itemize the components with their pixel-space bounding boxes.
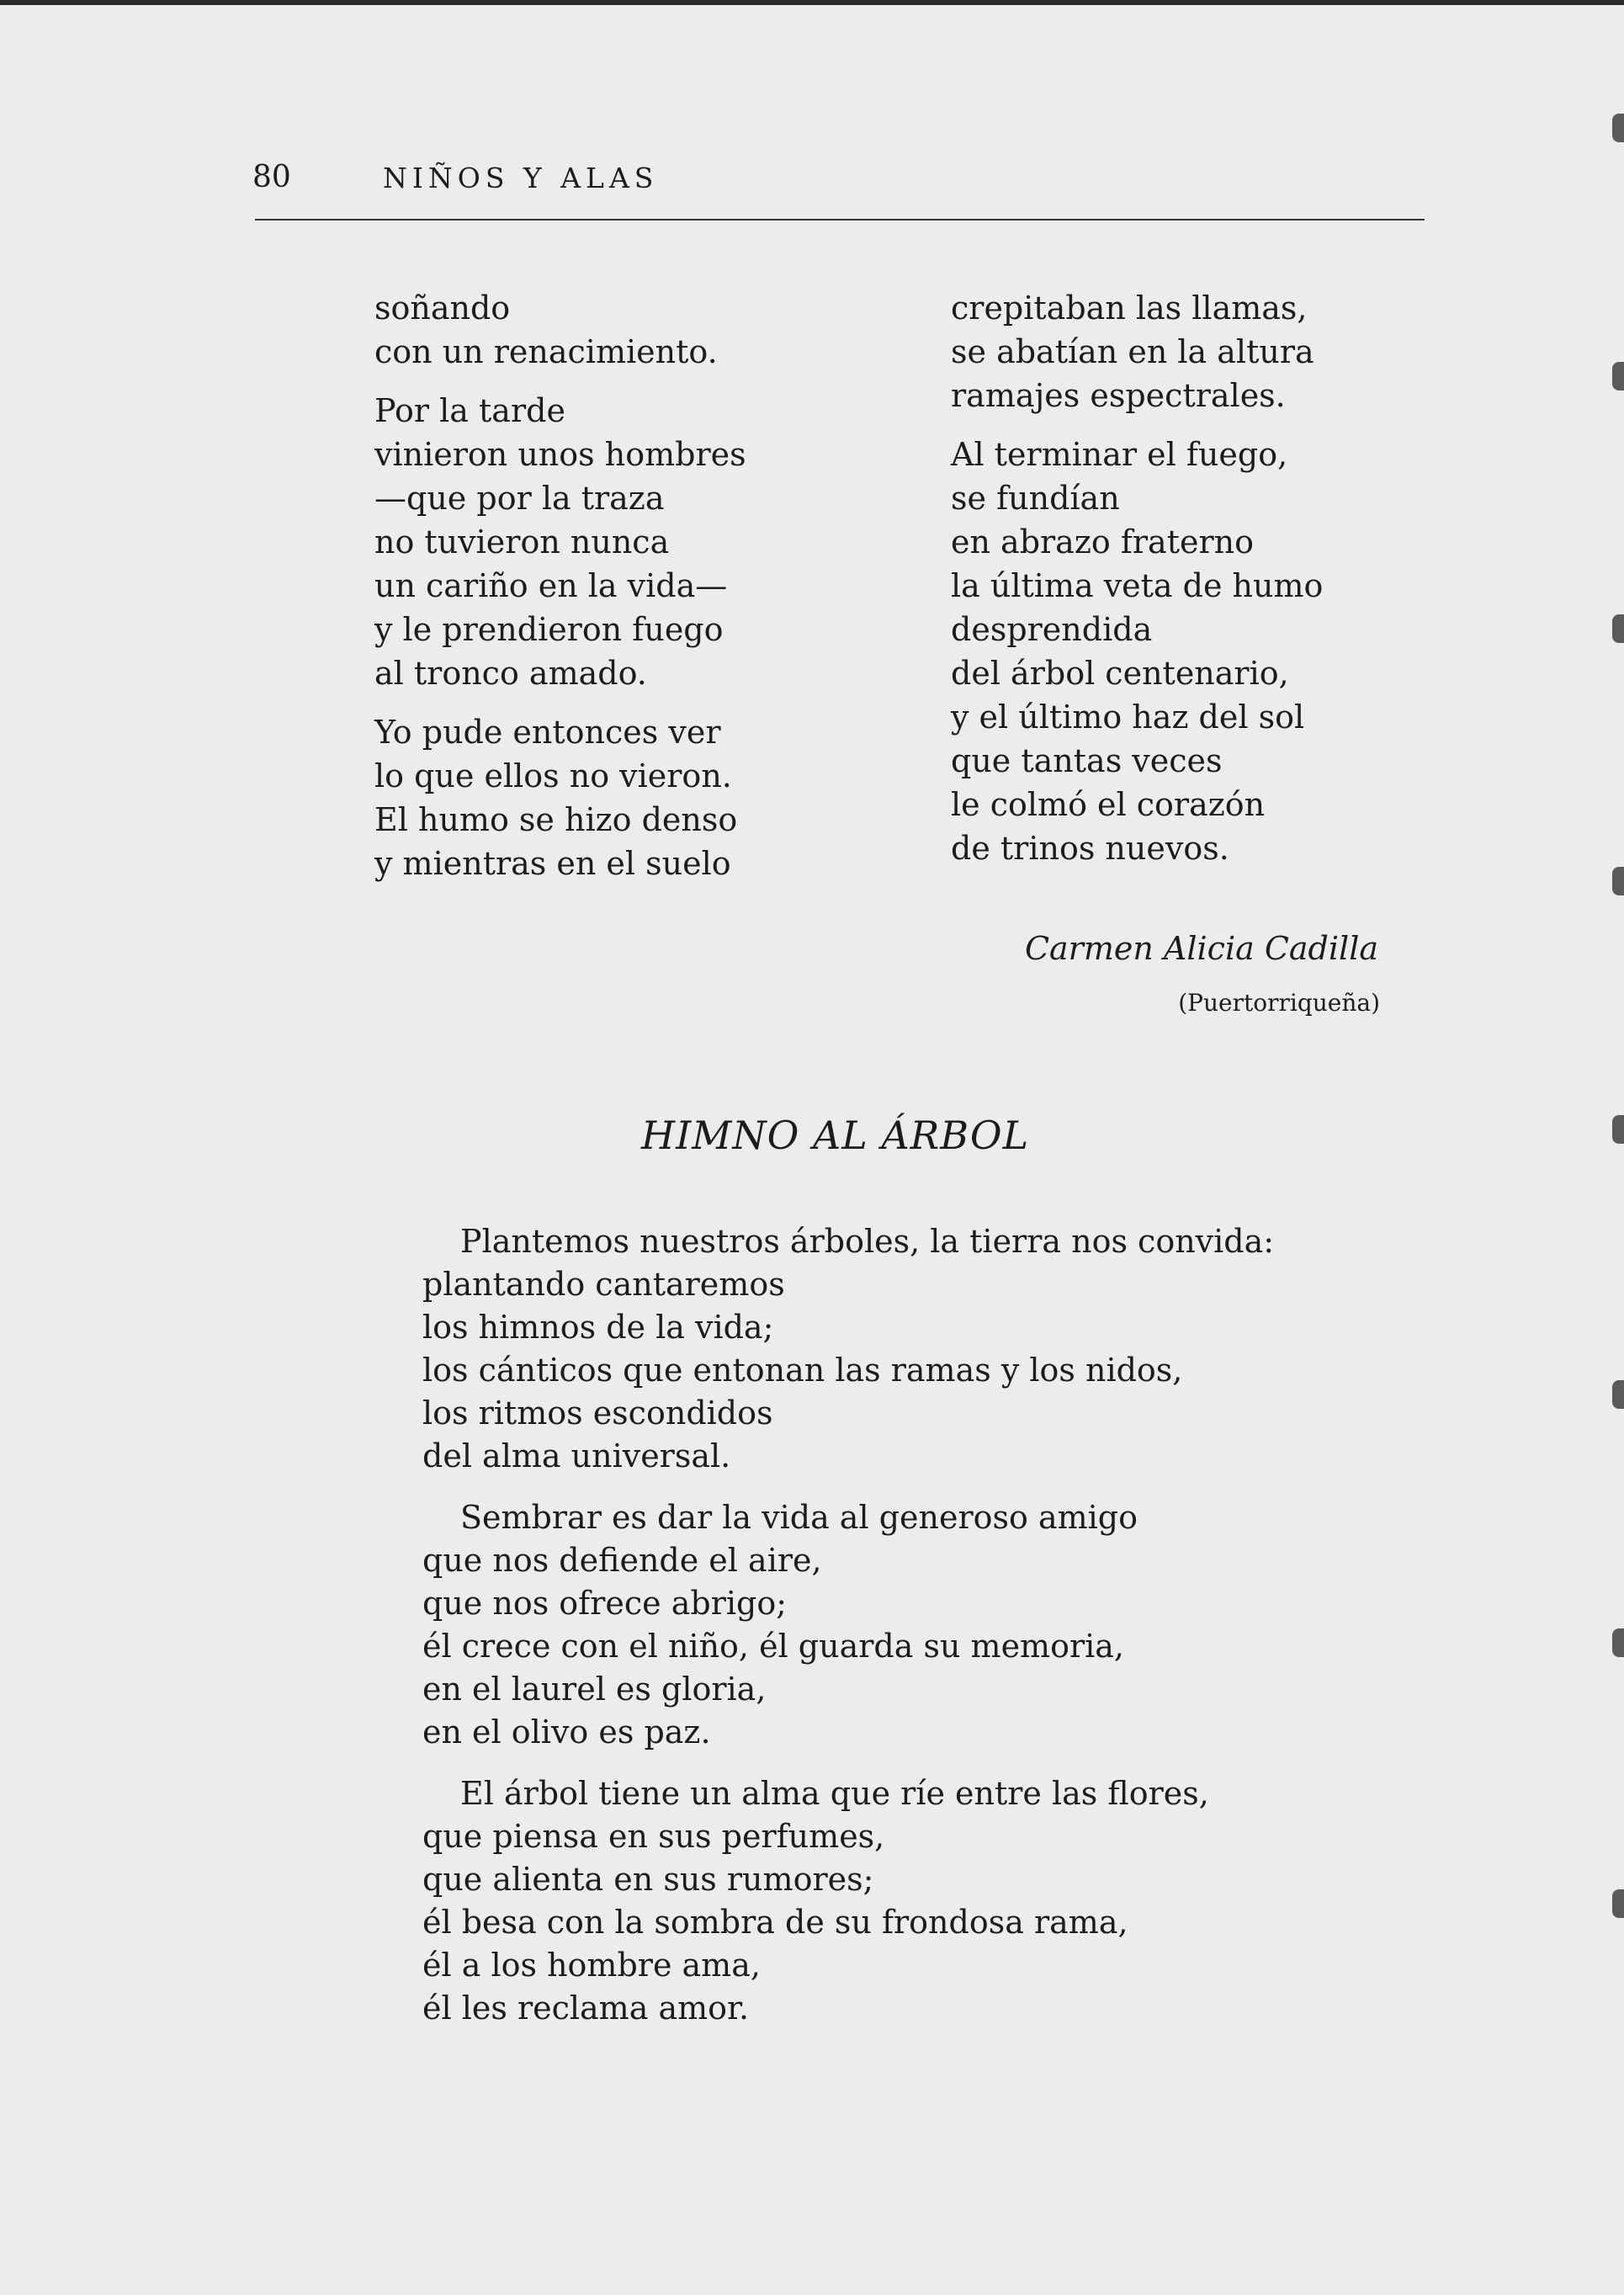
- binding-hole-mark: [1612, 114, 1624, 142]
- stanza: [951, 286, 1422, 417]
- verse-line: Sembrar es dar la vida al generoso amigo: [460, 1499, 1138, 1536]
- verse-line: la última veta de humo: [951, 567, 1324, 604]
- verse-line: del árbol centenario,: [951, 655, 1289, 692]
- verse-line: con un renacimiento.: [374, 333, 718, 370]
- binding-hole-mark: [1612, 867, 1624, 895]
- verse-line: El humo se hizo denso: [374, 801, 738, 838]
- verse-line: soñando: [374, 290, 511, 327]
- stanza: [422, 1772, 1348, 2030]
- verse-line: en el olivo es paz.: [422, 1713, 711, 1750]
- stanza: [374, 286, 778, 374]
- verse-line: en el laurel es gloria,: [422, 1671, 767, 1708]
- verse-line: Yo pude entonces ver: [374, 714, 721, 751]
- binding-hole-mark: [1612, 614, 1624, 643]
- verse-line: que alienta en sus rumores;: [422, 1861, 874, 1898]
- verse-line: los ritmos escondidos: [422, 1395, 773, 1432]
- verse-line: le colmó el corazón: [951, 786, 1266, 823]
- binding-hole-mark: [1612, 1380, 1624, 1409]
- verse-line: y le prendieron fuego: [374, 611, 724, 648]
- poem1-left-column: [374, 286, 778, 900]
- verse-line: crepitaban las llamas,: [951, 290, 1308, 327]
- binding-hole-mark: [1612, 1628, 1624, 1657]
- verse-line: que nos ofrece abrigo;: [422, 1585, 788, 1622]
- running-title: NIÑOS Y ALAS: [383, 162, 659, 194]
- verse-line: él crece con el niño, él guarda su memoria,: [422, 1628, 1125, 1665]
- verse-line: El árbol tiene un alma que ríe entre las flores,: [460, 1775, 1209, 1812]
- verse-line: lo que ellos no vieron.: [374, 757, 732, 794]
- verse-line: en abrazo fraterno: [951, 523, 1254, 560]
- verse-line: del alma universal.: [422, 1437, 731, 1474]
- stanza: [422, 1220, 1348, 1478]
- verse-line: —que por la traza: [374, 480, 665, 517]
- verse-line: al tronco amado.: [374, 655, 647, 692]
- verse-line: que tantas veces: [951, 742, 1223, 779]
- verse-line: él besa con la sombra de su frondosa rama,: [422, 1904, 1128, 1941]
- verse-line: y mientras en el suelo: [374, 845, 731, 882]
- verse-line: los cánticos que entonan las ramas y los nidos,: [422, 1352, 1183, 1389]
- stanza: [951, 433, 1422, 870]
- verse-line: no tuvieron nunca: [374, 523, 670, 560]
- stanza: [374, 710, 778, 885]
- hymn-poem: [422, 1220, 1348, 2048]
- binding-hole-mark: [1612, 1115, 1624, 1144]
- verse-line: vinieron unos hombres: [374, 436, 746, 473]
- verse-line: ramajes espectrales.: [951, 377, 1286, 414]
- poem1-right-column: [951, 286, 1422, 885]
- verse-line: que nos defiende el aire,: [422, 1542, 822, 1579]
- verse-line: Por la tarde: [374, 392, 565, 429]
- verse-line: que piensa en sus perfumes,: [422, 1818, 885, 1855]
- verse-line: un cariño en la vida—: [374, 567, 728, 604]
- verse-line: plantando cantaremos: [422, 1266, 785, 1303]
- author-nationality: (Puertorriqueña): [1178, 989, 1380, 1017]
- binding-hole-mark: [1612, 1889, 1624, 1918]
- verse-line: desprendida: [951, 611, 1153, 648]
- verse-line: los himnos de la vida;: [422, 1309, 774, 1346]
- verse-line: él les reclama amor.: [422, 1990, 750, 2027]
- verse-line: se fundían: [951, 480, 1120, 517]
- verse-line: y el último haz del sol: [951, 699, 1305, 736]
- page-number: 80: [252, 160, 291, 194]
- verse-line: Plantemos nuestros árboles, la tierra nos convida:: [460, 1223, 1275, 1260]
- stanza: [422, 1496, 1348, 1754]
- verse-line: de trinos nuevos.: [951, 830, 1229, 867]
- page-top-edge: [0, 0, 1624, 5]
- poem-title: HIMNO AL ÁRBOL: [641, 1113, 1030, 1158]
- header-rule: [255, 219, 1425, 220]
- verse-line: Al terminar el fuego,: [951, 436, 1288, 473]
- binding-hole-mark: [1612, 362, 1624, 390]
- verse-line: se abatían en la altura: [951, 333, 1314, 370]
- stanza: [374, 389, 778, 695]
- poem-author: Carmen Alicia Cadilla: [1024, 930, 1378, 967]
- verse-line: él a los hombre ama,: [422, 1947, 761, 1984]
